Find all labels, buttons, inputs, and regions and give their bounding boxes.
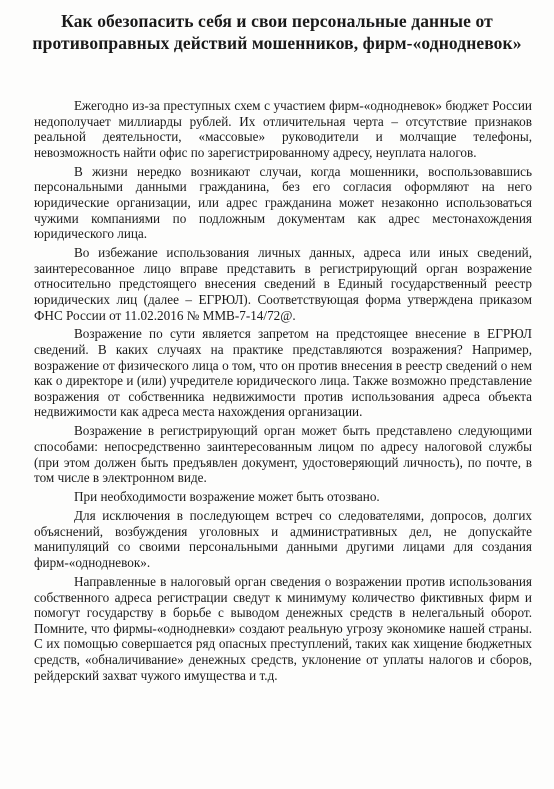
paragraph-5: Возражение в регистрирующий орган может быть представлено следующими способами: непосредственно заинтересованным лицом по адресу налоговой службы (при этом должен быть предъявлен документ, удостоверяющий личность), по почте, в том числе в электронном виде. bbox=[34, 423, 532, 486]
document-title: Как обезопасить себя и свои персональные данные от противоправных действий мошенников, фирм-«однодневок» bbox=[32, 11, 522, 53]
paragraph-4: Возражение по сути является запретом на предстоящее внесение в ЕГРЮЛ сведений. В каких случаях на практике представляются возражения? Например, возражение от физического лица о том, что он против внесения в реестр сведений о нем как о директоре и (или) учредителе юридического лица. Также возможно представление возражения от собственника недвижимости против использования адреса объекта недвижимости как адреса места нахождения организации. bbox=[34, 326, 532, 420]
document-body bbox=[34, 98, 532, 687]
paragraph-2: В жизни нередко возникают случаи, когда мошенники, воспользовавшись персональными данными гражданина, без его согласия оформляют на него юридические организации, или адрес гражданина может незаконно использоваться чужими компаниями по подложным документам как адрес местонахождения юридического лица. bbox=[34, 163, 532, 242]
paragraph-7: Для исключения в последующем встреч со следователями, допросов, долгих объяснений, возбуждения уголовных и административных дел, не допускайте манипуляций со своими персональными данными другими лицами для создания фирм-«однодневок». bbox=[34, 508, 532, 570]
paragraph-6: При необходимости возражение может быть отозвано. bbox=[74, 489, 380, 505]
paragraph-8: Направленные в налоговый орган сведения о возражении против использования собственного адреса регистрации сведут к минимуму количество фиктивных фирм и помогут государству в борьбе с выводом денежных средств в нелегальный оборот. Помните, что фирмы-«однодневки» создают реальную угрозу экономике нашей страны. С их помощью совершается ряд опасных преступлений, таких как хищение бюджетных средств, «обналичивание» денежных средств, уклонение от уплаты налогов и сборов, рейдерский захват чужого имущества и т.д. bbox=[34, 573, 532, 683]
paragraph-3: Во избежание использования личных данных, адреса или иных сведений, заинтересованное лицо вправе представить в регистрирующий орган возражение относительно предстоящего внесения сведений в Единый государственный реестр юридических лиц (далее – ЕГРЮЛ). Соответствующая форма утверждена приказом ФНС России от 11.02.2016 № ММВ-7-14/72@. bbox=[34, 245, 532, 323]
paragraph-1: Ежегодно из-за преступных схем с участием фирм-«однодневок» бюджет России недополучает миллиарды рублей. Их отличительная черта – отсутствие признаков реальной деятельности, «массовые» руководители и молчащие телефоны, невозможность найти офис по зарегистрированному адресу, неуплата налогов. bbox=[34, 98, 532, 160]
